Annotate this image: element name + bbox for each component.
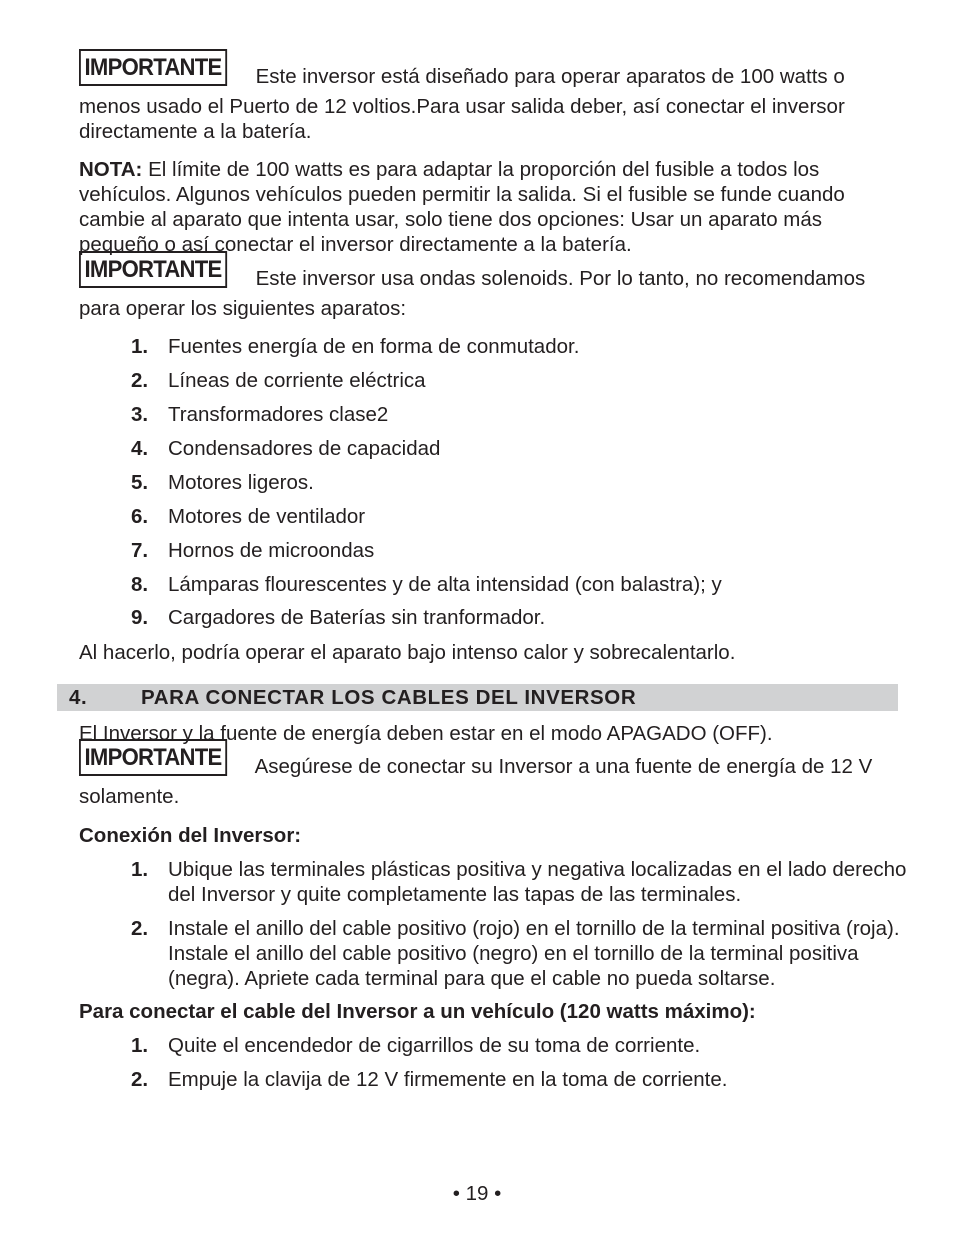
connection-heading: Conexión del Inversor: <box>79 824 302 847</box>
important-badge: IMPORTANTE <box>79 49 227 86</box>
important-note-text: Asegúrese de conectar su Inversor a una fuente de energía de 12 V solamente. <box>79 755 873 808</box>
list-item-number: 9. <box>131 606 149 629</box>
list-item-number: 2. <box>131 1068 149 1091</box>
list-item-number: 2. <box>131 369 149 392</box>
list-item-text: Hornos de microondas <box>168 539 375 562</box>
important-note-12v <box>79 744 899 809</box>
section-title: PARA CONECTAR LOS CABLES DEL INVERSOR <box>141 686 637 709</box>
page-number: • 19 • <box>452 1182 502 1205</box>
nota-label: NOTA: <box>79 158 143 181</box>
important-note-text: Este inversor usa ondas solenoids. Por lo tanto, no recomendamos para operar los siguientes aparatos: <box>79 267 866 320</box>
list-item-number: 2. <box>131 917 149 940</box>
list-item-text: Cargadores de Baterías sin tranformador. <box>168 606 546 629</box>
list-item-number: 3. <box>131 403 149 426</box>
after-list-paragraph: Al hacerlo, podría operar el aparato bajo intenso calor y sobrecalentarlo. <box>79 641 736 664</box>
list-item-text: Fuentes energía de en forma de conmutador. <box>168 335 580 358</box>
list-item-text: Ubique las terminales plásticas positiva y negativa localizadas en el lado derecho del Inversor y quite completamente las tapas de las terminales. <box>168 858 907 906</box>
section-number: 4. <box>69 686 88 709</box>
list-item-text: Quite el encendedor de cigarrillos de su toma de corriente. <box>168 1034 701 1057</box>
important-note-waveform <box>79 256 899 321</box>
list-item-number: 1. <box>131 858 149 881</box>
nota-paragraph <box>79 157 899 257</box>
list-item-number: 1. <box>131 335 149 358</box>
list-item-number: 8. <box>131 573 149 596</box>
list-item-text: Transformadores clase2 <box>168 403 389 426</box>
important-note-power-limit <box>79 54 899 144</box>
off-note-paragraph: El Inversor y la fuente de energía deben estar en el modo APAGADO (OFF). <box>79 722 773 745</box>
list-item-text: Empuje la clavija de 12 V firmemente en la toma de corriente. <box>168 1068 728 1091</box>
list-item-text: Condensadores de capacidad <box>168 437 441 460</box>
list-item-number: 7. <box>131 539 149 562</box>
list-item-number: 5. <box>131 471 149 494</box>
important-badge: IMPORTANTE <box>79 739 227 776</box>
important-note-text: Este inversor está diseñado para operar aparatos de 100 watts o menos usado el Puerto de 12 voltios.Para usar salida deber, así conectar el inversor directamente a la batería. <box>79 65 845 143</box>
list-item-text: Líneas de corriente eléctrica <box>168 369 426 392</box>
important-badge: IMPORTANTE <box>79 251 227 288</box>
list-item-text: Instale el anillo del cable positivo (rojo) en el tornillo de la terminal positiva (roja). Instale el anillo del cable positivo (negro) en el tornillo de la terminal positiva (negra). Apriete cada terminal para que el cable no pueda soltarse. <box>168 917 900 990</box>
list-item-text: Lámparas flourescentes y de alta intensidad (con balastra); y <box>168 573 722 596</box>
nota-text: El límite de 100 watts es para adaptar la proporción del fusible a todos los vehículos. Algunos vehículos pueden permitir la salida. Si el fusible se funde cuando cambie al aparato que intenta usar, solo tiene dos opciones: Usar un aparato más pequeño o así conectar el inversor directamente a la batería. <box>79 158 845 256</box>
list-item-number: 6. <box>131 505 149 528</box>
list-item-number: 4. <box>131 437 149 460</box>
list-item-text: Motores de ventilador <box>168 505 366 528</box>
list-item-text: Motores ligeros. <box>168 471 314 494</box>
list-item-number: 1. <box>131 1034 149 1057</box>
vehicle-heading: Para conectar el cable del Inversor a un vehículo (120 watts máximo): <box>79 1000 756 1023</box>
